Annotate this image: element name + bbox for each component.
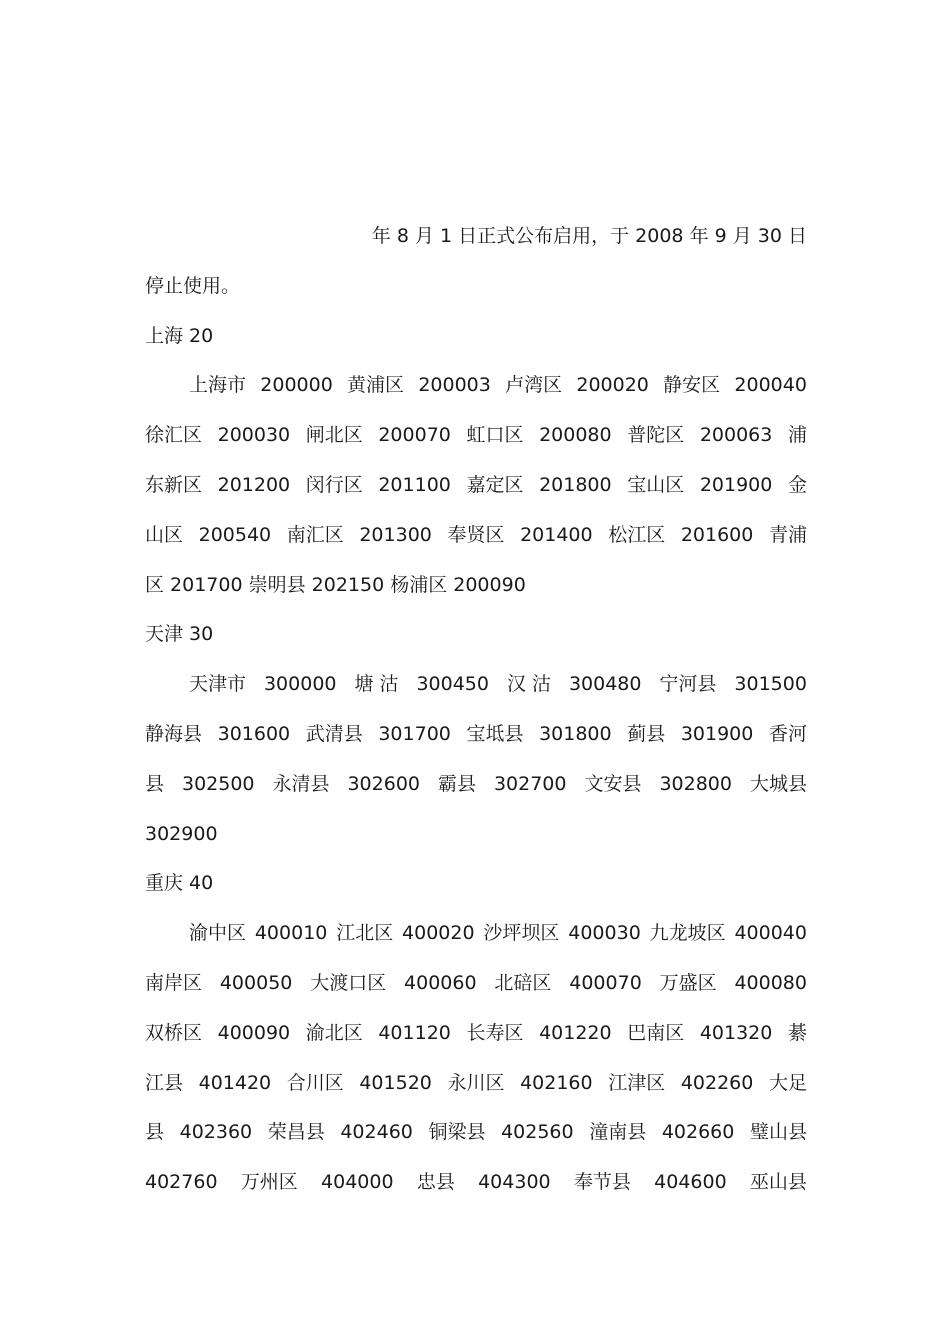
- place-name: 沙坪坝区: [483, 922, 560, 945]
- postal-code: 400050: [219, 971, 293, 994]
- postal-code: 401220: [539, 1021, 612, 1044]
- code-line: [145, 461, 807, 511]
- place-name: 金: [787, 473, 807, 496]
- place-name: 长寿区: [466, 1021, 524, 1044]
- postal-code: 201100: [378, 473, 451, 496]
- place-name: 奉贤区: [447, 523, 505, 546]
- postal-code: 400040: [734, 922, 807, 945]
- place-name: 大足: [768, 1071, 807, 1094]
- place-name: 汉 沽: [506, 673, 551, 696]
- postal-code: 400030: [568, 922, 641, 945]
- postal-code: 302500: [181, 772, 255, 795]
- code-line: [145, 760, 807, 810]
- postal-code: 200063: [699, 424, 773, 447]
- place-name: 渝北区: [305, 1021, 363, 1044]
- code-line: [145, 361, 807, 411]
- place-name: 大渡口区: [310, 971, 387, 994]
- place-name: 巴南区: [627, 1021, 685, 1044]
- postal-code: 201900: [699, 473, 773, 496]
- place-name: 县: [145, 772, 165, 795]
- code-line: [145, 909, 807, 959]
- postal-code: 201800: [539, 473, 612, 496]
- postal-code: 402660: [661, 1121, 735, 1144]
- postal-code: 302800: [659, 772, 732, 795]
- place-name: 渝中区: [189, 922, 247, 945]
- code-line: [145, 1009, 807, 1059]
- place-name: 青浦: [768, 523, 807, 546]
- code-line: [145, 511, 807, 561]
- place-name: 闵行区: [305, 473, 363, 496]
- postal-code: 200003: [418, 374, 491, 397]
- postal-code: 200000: [260, 374, 333, 397]
- code-line: [145, 660, 807, 710]
- postal-code: 300450: [416, 673, 489, 696]
- postal-code: 402560: [501, 1121, 574, 1144]
- place-name: 东新区: [145, 473, 203, 496]
- place-name: 永清县: [272, 772, 330, 795]
- place-name: 南汇区: [286, 523, 344, 546]
- place-name: 宝坻县: [466, 722, 524, 745]
- postal-code: 200040: [734, 374, 807, 397]
- postal-code: 201300: [359, 523, 432, 546]
- postal-code: 301500: [734, 673, 807, 696]
- place-name: 忠县: [416, 1171, 455, 1194]
- postal-code: 404600: [654, 1171, 727, 1194]
- postal-code: 400080: [734, 971, 807, 994]
- postal-code: 402160: [520, 1071, 593, 1094]
- code-line: [145, 1059, 807, 1109]
- postal-code: 402760: [145, 1171, 218, 1194]
- place-name: 静安区: [663, 374, 721, 397]
- section-heading: 重庆 40: [145, 872, 214, 895]
- postal-code: 404000: [321, 1171, 394, 1194]
- place-name: 江北区: [336, 922, 394, 945]
- postal-code: 301800: [539, 722, 612, 745]
- postal-code: 400020: [402, 922, 475, 945]
- postal-code: 302600: [347, 772, 420, 795]
- postal-code: 300480: [568, 673, 642, 696]
- postal-code: 402460: [340, 1121, 413, 1144]
- code-line: [145, 411, 807, 461]
- place-name: 綦: [787, 1021, 807, 1044]
- place-name: 松江区: [608, 523, 666, 546]
- postal-code: 401320: [699, 1021, 773, 1044]
- postal-code: 402260: [680, 1071, 754, 1094]
- postal-code: 201600: [680, 523, 754, 546]
- postal-code: 301700: [378, 722, 451, 745]
- place-name: 璧山县: [749, 1121, 807, 1144]
- place-name: 徐汇区: [145, 424, 203, 447]
- place-name: 万盛区: [659, 971, 717, 994]
- place-name: 奉节县: [573, 1171, 631, 1194]
- place-name: 永川区: [447, 1071, 505, 1094]
- place-name: 塘 沽: [354, 673, 399, 696]
- postal-code: 200030: [217, 424, 291, 447]
- place-name: 香河: [768, 722, 807, 745]
- postal-code-sections: [145, 312, 807, 1208]
- place-name: 普陀区: [627, 424, 685, 447]
- code-line: [145, 1108, 807, 1158]
- place-name: 潼南县: [589, 1121, 647, 1144]
- place-name: 南岸区: [145, 971, 203, 994]
- section-heading: 上海 20: [145, 324, 214, 347]
- postal-code: 302700: [493, 772, 567, 795]
- postal-code: 200070: [378, 424, 451, 447]
- place-name: 江津区: [608, 1071, 666, 1094]
- postal-code: 400070: [569, 971, 642, 994]
- postal-code: 200540: [198, 523, 272, 546]
- intro-line-2: 停止使用。: [145, 274, 241, 297]
- place-name: 北碚区: [494, 971, 552, 994]
- place-name: 江县: [145, 1071, 184, 1094]
- place-name: 静海县: [145, 722, 203, 745]
- postal-code: 400090: [217, 1021, 291, 1044]
- postal-code: 401420: [198, 1071, 272, 1094]
- code-line: [145, 1158, 807, 1208]
- postal-code: 301900: [680, 722, 754, 745]
- section-heading: 天津 30: [145, 623, 214, 646]
- place-name: 九龙坡区: [649, 922, 726, 945]
- code-line: [145, 710, 807, 760]
- place-name: 天津市: [189, 673, 247, 696]
- postal-code: 404300: [478, 1171, 551, 1194]
- code-line: [145, 959, 807, 1009]
- postal-code: 201400: [520, 523, 593, 546]
- place-name: 黄浦区: [347, 374, 405, 397]
- postal-code: 402360: [179, 1121, 253, 1144]
- intro-line-1: 年 8 月 1 日正式公布启用，于 2008 年 9 月 30 日: [371, 225, 807, 247]
- postal-code: 300000: [263, 673, 337, 696]
- postal-code: 200080: [539, 424, 612, 447]
- place-name: 霸县: [437, 772, 476, 795]
- place-name: 卢湾区: [505, 374, 563, 397]
- place-name: 虹口区: [466, 424, 524, 447]
- code-line: 302900: [145, 822, 218, 845]
- place-name: 嘉定区: [466, 473, 524, 496]
- place-name: 山区: [145, 523, 184, 546]
- place-name: 合川区: [286, 1071, 344, 1094]
- document-page: [145, 212, 807, 1208]
- place-name: 闸北区: [305, 424, 363, 447]
- place-name: 县: [145, 1121, 165, 1144]
- place-name: 万州区: [240, 1171, 298, 1194]
- place-name: 文安县: [584, 772, 642, 795]
- place-name: 浦: [787, 424, 807, 447]
- postal-code: 400010: [254, 922, 328, 945]
- place-name: 上海市: [189, 374, 247, 397]
- postal-code: 201200: [217, 473, 291, 496]
- place-name: 铜梁县: [428, 1121, 486, 1144]
- place-name: 宁河县: [659, 673, 717, 696]
- postal-code: 400060: [404, 971, 477, 994]
- place-name: 巫山县: [749, 1171, 807, 1194]
- place-name: 宝山区: [627, 473, 685, 496]
- postal-code: 401120: [378, 1021, 451, 1044]
- place-name: 双桥区: [145, 1021, 203, 1044]
- place-name: 荣昌县: [267, 1121, 325, 1144]
- postal-code: 401520: [359, 1071, 432, 1094]
- place-name: 蓟县: [627, 722, 666, 745]
- code-line: 区 201700 崇明县 202150 杨浦区 200090: [145, 573, 526, 596]
- place-name: 武清县: [305, 722, 363, 745]
- postal-code: 301600: [217, 722, 291, 745]
- postal-code: 200020: [576, 374, 649, 397]
- place-name: 大城县: [749, 772, 807, 795]
